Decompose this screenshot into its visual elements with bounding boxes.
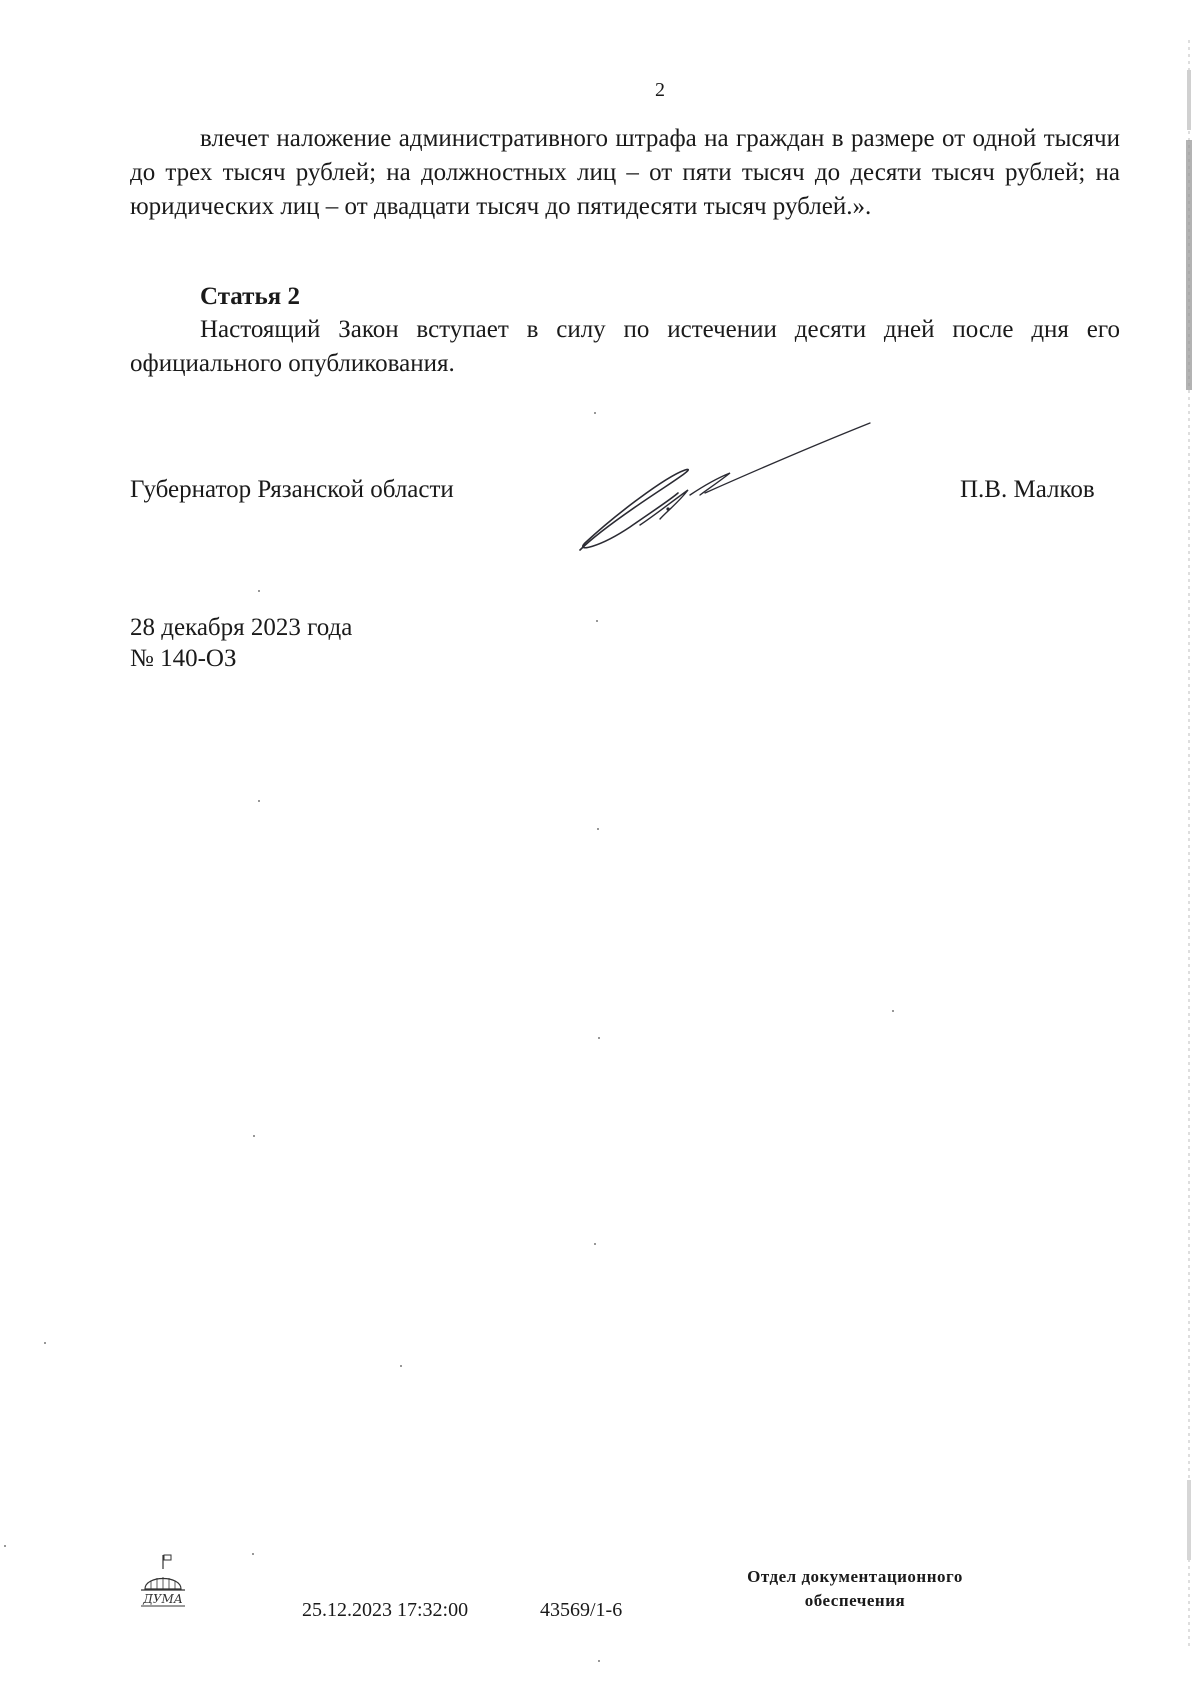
scan-speck [598,1037,600,1039]
law-number: № 140-ОЗ [130,645,237,672]
governor-position-title: Губернатор Рязанской области [130,476,454,503]
page-number: 2 [655,79,665,101]
scan-speck [44,1342,46,1344]
registration-number: 43569/1-6 [540,1599,623,1621]
duma-logo-icon [137,1553,189,1611]
scan-speck [594,1243,596,1245]
scan-speck [598,1660,600,1662]
scan-speck [252,1553,254,1555]
scan-speck [594,412,596,414]
penalty-paragraph: влечет наложение административного штрафа на граждан в размере от одной тысячи до трех тысяч рублей; на должностных лиц – от пяти тысяч до десяти тысяч рублей; на юридических лиц – от двадцати тысяч до пятидесяти тысяч рублей.». [130,125,1120,220]
scan-speck [4,1545,6,1547]
scan-speck [258,800,260,802]
scan-speck [400,1365,402,1367]
article-title: Статья 2 [200,283,300,310]
department-stamp [705,1565,1005,1613]
handwritten-signature [570,415,890,575]
scan-edge-artifact [1183,40,1195,1650]
scan-speck [892,1010,894,1012]
department-stamp-line2: обеспечения [804,1591,906,1610]
law-date: 28 декабря 2023 года [130,614,353,641]
scan-speck [596,620,598,622]
entry-into-force-paragraph: Настоящий Закон вступает в силу по истечении десяти дней после дня его официального опубликования. [130,316,1120,377]
governor-name: П.В. Малков [960,476,1095,503]
duma-logo-text: ДУМА [143,1592,183,1606]
department-stamp-line1: Отдел документационного [747,1567,963,1586]
registration-timestamp: 25.12.2023 17:32:00 [302,1599,469,1621]
scan-speck [258,590,260,592]
scan-speck [253,1135,255,1137]
scan-speck [597,828,599,830]
